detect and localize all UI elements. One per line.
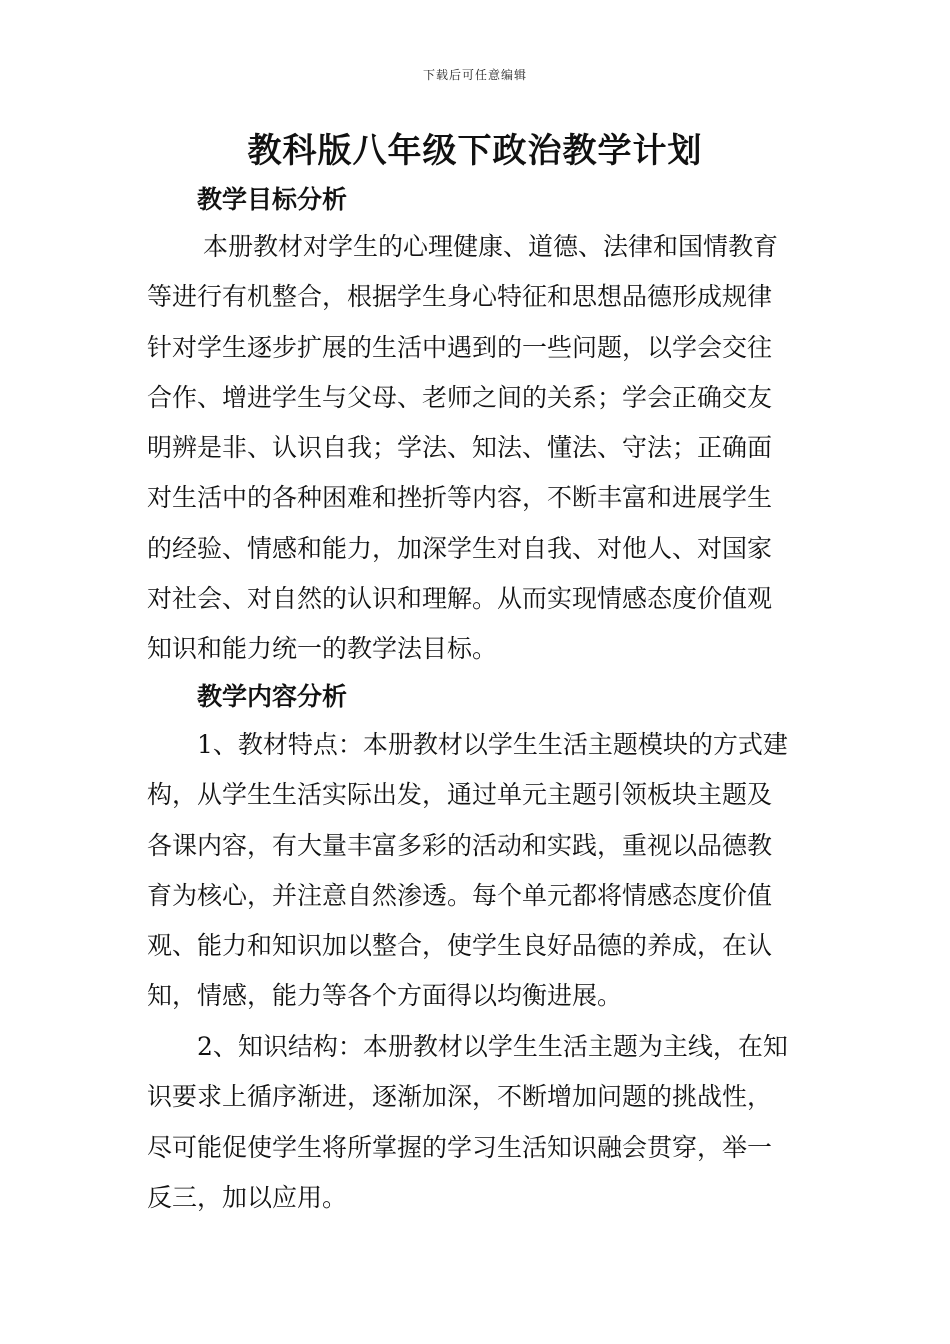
paragraph-line: 的经验、情感和能力，加深学生对自我、对他人、对国家 <box>147 533 773 563</box>
paragraph-line: 反三，加以应用。 <box>147 1182 348 1212</box>
paragraph-line: 1、教材特点：本册教材以学生生活主题模块的方式建 <box>197 730 788 759</box>
paragraph-line: 对生活中的各种困难和挫折等内容，不断丰富和进展学生 <box>147 483 773 513</box>
paragraph-line: 各课内容，有大量丰富多彩的活动和实践，重视以品德教 <box>147 830 773 860</box>
paragraph-line: 对社会、对自然的认识和理解。从而实现情感态度价值观 <box>147 584 773 614</box>
paragraph-line: 合作、增进学生与父母、老师之间的关系；学会正确交友 <box>147 382 773 412</box>
paragraph-line: 育为核心，并注意自然渗透。每个单元都将情感态度价值 <box>147 880 773 910</box>
paragraph-line: 识要求上循序渐进，逐渐加深，不断增加问题的挑战性， <box>147 1082 773 1112</box>
paragraph-line: 观、能力和知识加以整合，使学生良好品德的养成，在认 <box>147 931 773 961</box>
header-note: 下载后可任意编辑 <box>422 68 527 82</box>
paragraph-line: 知，情感，能力等各个方面得以均衡进展。 <box>147 981 623 1011</box>
paragraph-line: 等进行有机整合，根据学生身心特征和思想品德形成规律 <box>147 282 773 312</box>
textbook-features-paragraph <box>147 720 807 1022</box>
paragraph-line: 2、知识结构：本册教材以学生生活主题为主线，在知 <box>197 1032 788 1061</box>
section-heading-teaching-goals: 教学目标分析 <box>197 185 348 214</box>
paragraph-line: 知识和能力统一的教学法目标。 <box>147 634 498 664</box>
paragraph-line: 明辨是非、认识自我；学法、知法、懂法、守法；正确面 <box>147 433 773 463</box>
paragraph-line: 构，从学生生活实际出发，通过单元主题引领板块主题及 <box>147 780 773 810</box>
teaching-goals-paragraph <box>147 222 807 675</box>
knowledge-structure-paragraph <box>147 1022 807 1223</box>
section-heading-teaching-content: 教学内容分析 <box>197 682 348 711</box>
document-title: 教科版八年级下政治教学计划 <box>247 131 703 171</box>
paragraph-line: 尽可能促使学生将所掌握的学习生活知识融会贯穿，举一 <box>147 1132 773 1162</box>
paragraph-line: 针对学生逐步扩展的生活中遇到的一些问题，以学会交往 <box>147 332 773 362</box>
paragraph-line: 本册教材对学生的心理健康、道德、法律和国情教育 <box>203 232 779 261</box>
